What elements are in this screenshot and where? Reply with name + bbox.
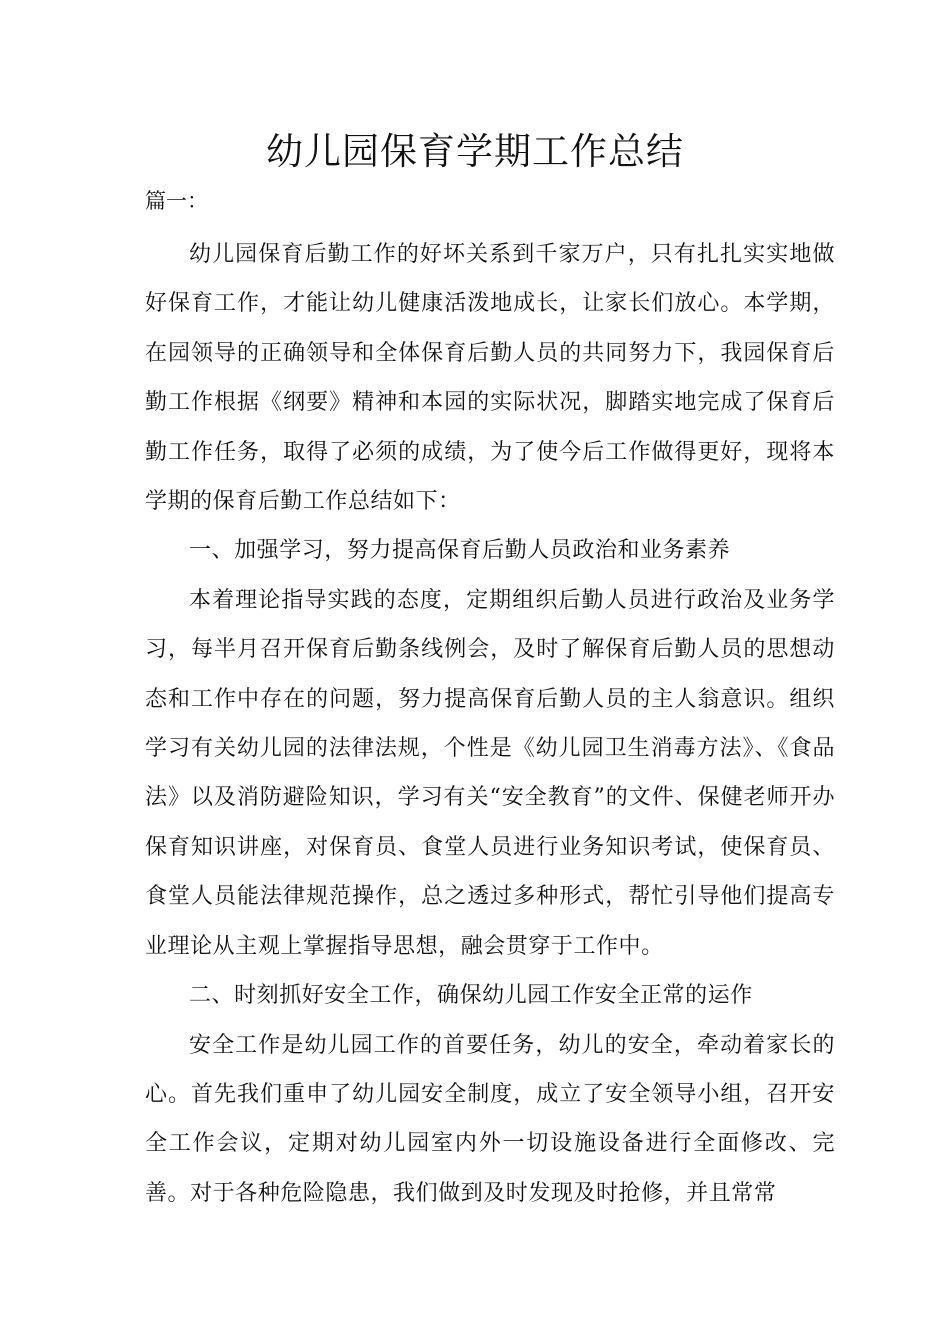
section-heading-2: 二、时刻抓好安全工作，确保幼儿园工作安全正常的运作	[189, 983, 753, 1009]
part-label: 篇一：	[145, 189, 208, 213]
document-title: 幼儿园保育学期工作总结	[266, 130, 684, 173]
section-paragraph-1: 本着理论指导实践的态度，定期组织后勤人员进行政治及业务学习，每半月召开保育后勤条线例会，及时了解保育后勤人员的思想动态和工作中存在的问题，努力提高保育后勤人员的主人翁意识。组织学习有关幼儿园的法律法规，个性是《幼儿园卫生消毒方法》、《食品法》以及消防避险知识，学习有关“安全教育”的文件、保健老师开办保育知识讲座，对保育员、食堂人员进行业务知识考试，使保育员、食堂人员能法律规范操作，总之透过多种形式，帮忙引导他们提高专业理论从主观上掌握指导思想，融会贯穿于工作中。	[145, 587, 835, 959]
intro-paragraph: 幼儿园保育后勤工作的好坏关系到千家万户，只有扎扎实实地做好保育工作，才能让幼儿健康活泼地成长，让家长们放心。本学期，在园领导的正确领导和全体保育后勤人员的共同努力下，我园保育后勤工作根据《纲要》精神和本园的实际状况，脚踏实地完成了保育后勤工作任务，取得了必须的成绩，为了使今后工作做得更好，现将本学期的保育后勤工作总结如下：	[145, 242, 835, 515]
section-heading-1: 一、加强学习，努力提高保育后勤人员政治和业务素养	[189, 538, 731, 564]
section-paragraph-2: 安全工作是幼儿园工作的首要任务，幼儿的安全，牵动着家长的心。首先我们重申了幼儿园安全制度，成立了安全领导小组，召开安全工作会议，定期对幼儿园室内外一切设施设备进行全面修改、完善。对于各种危险隐患，我们做到及时发现及时抢修，并且常常	[145, 1032, 835, 1206]
document-body	[145, 230, 835, 1218]
